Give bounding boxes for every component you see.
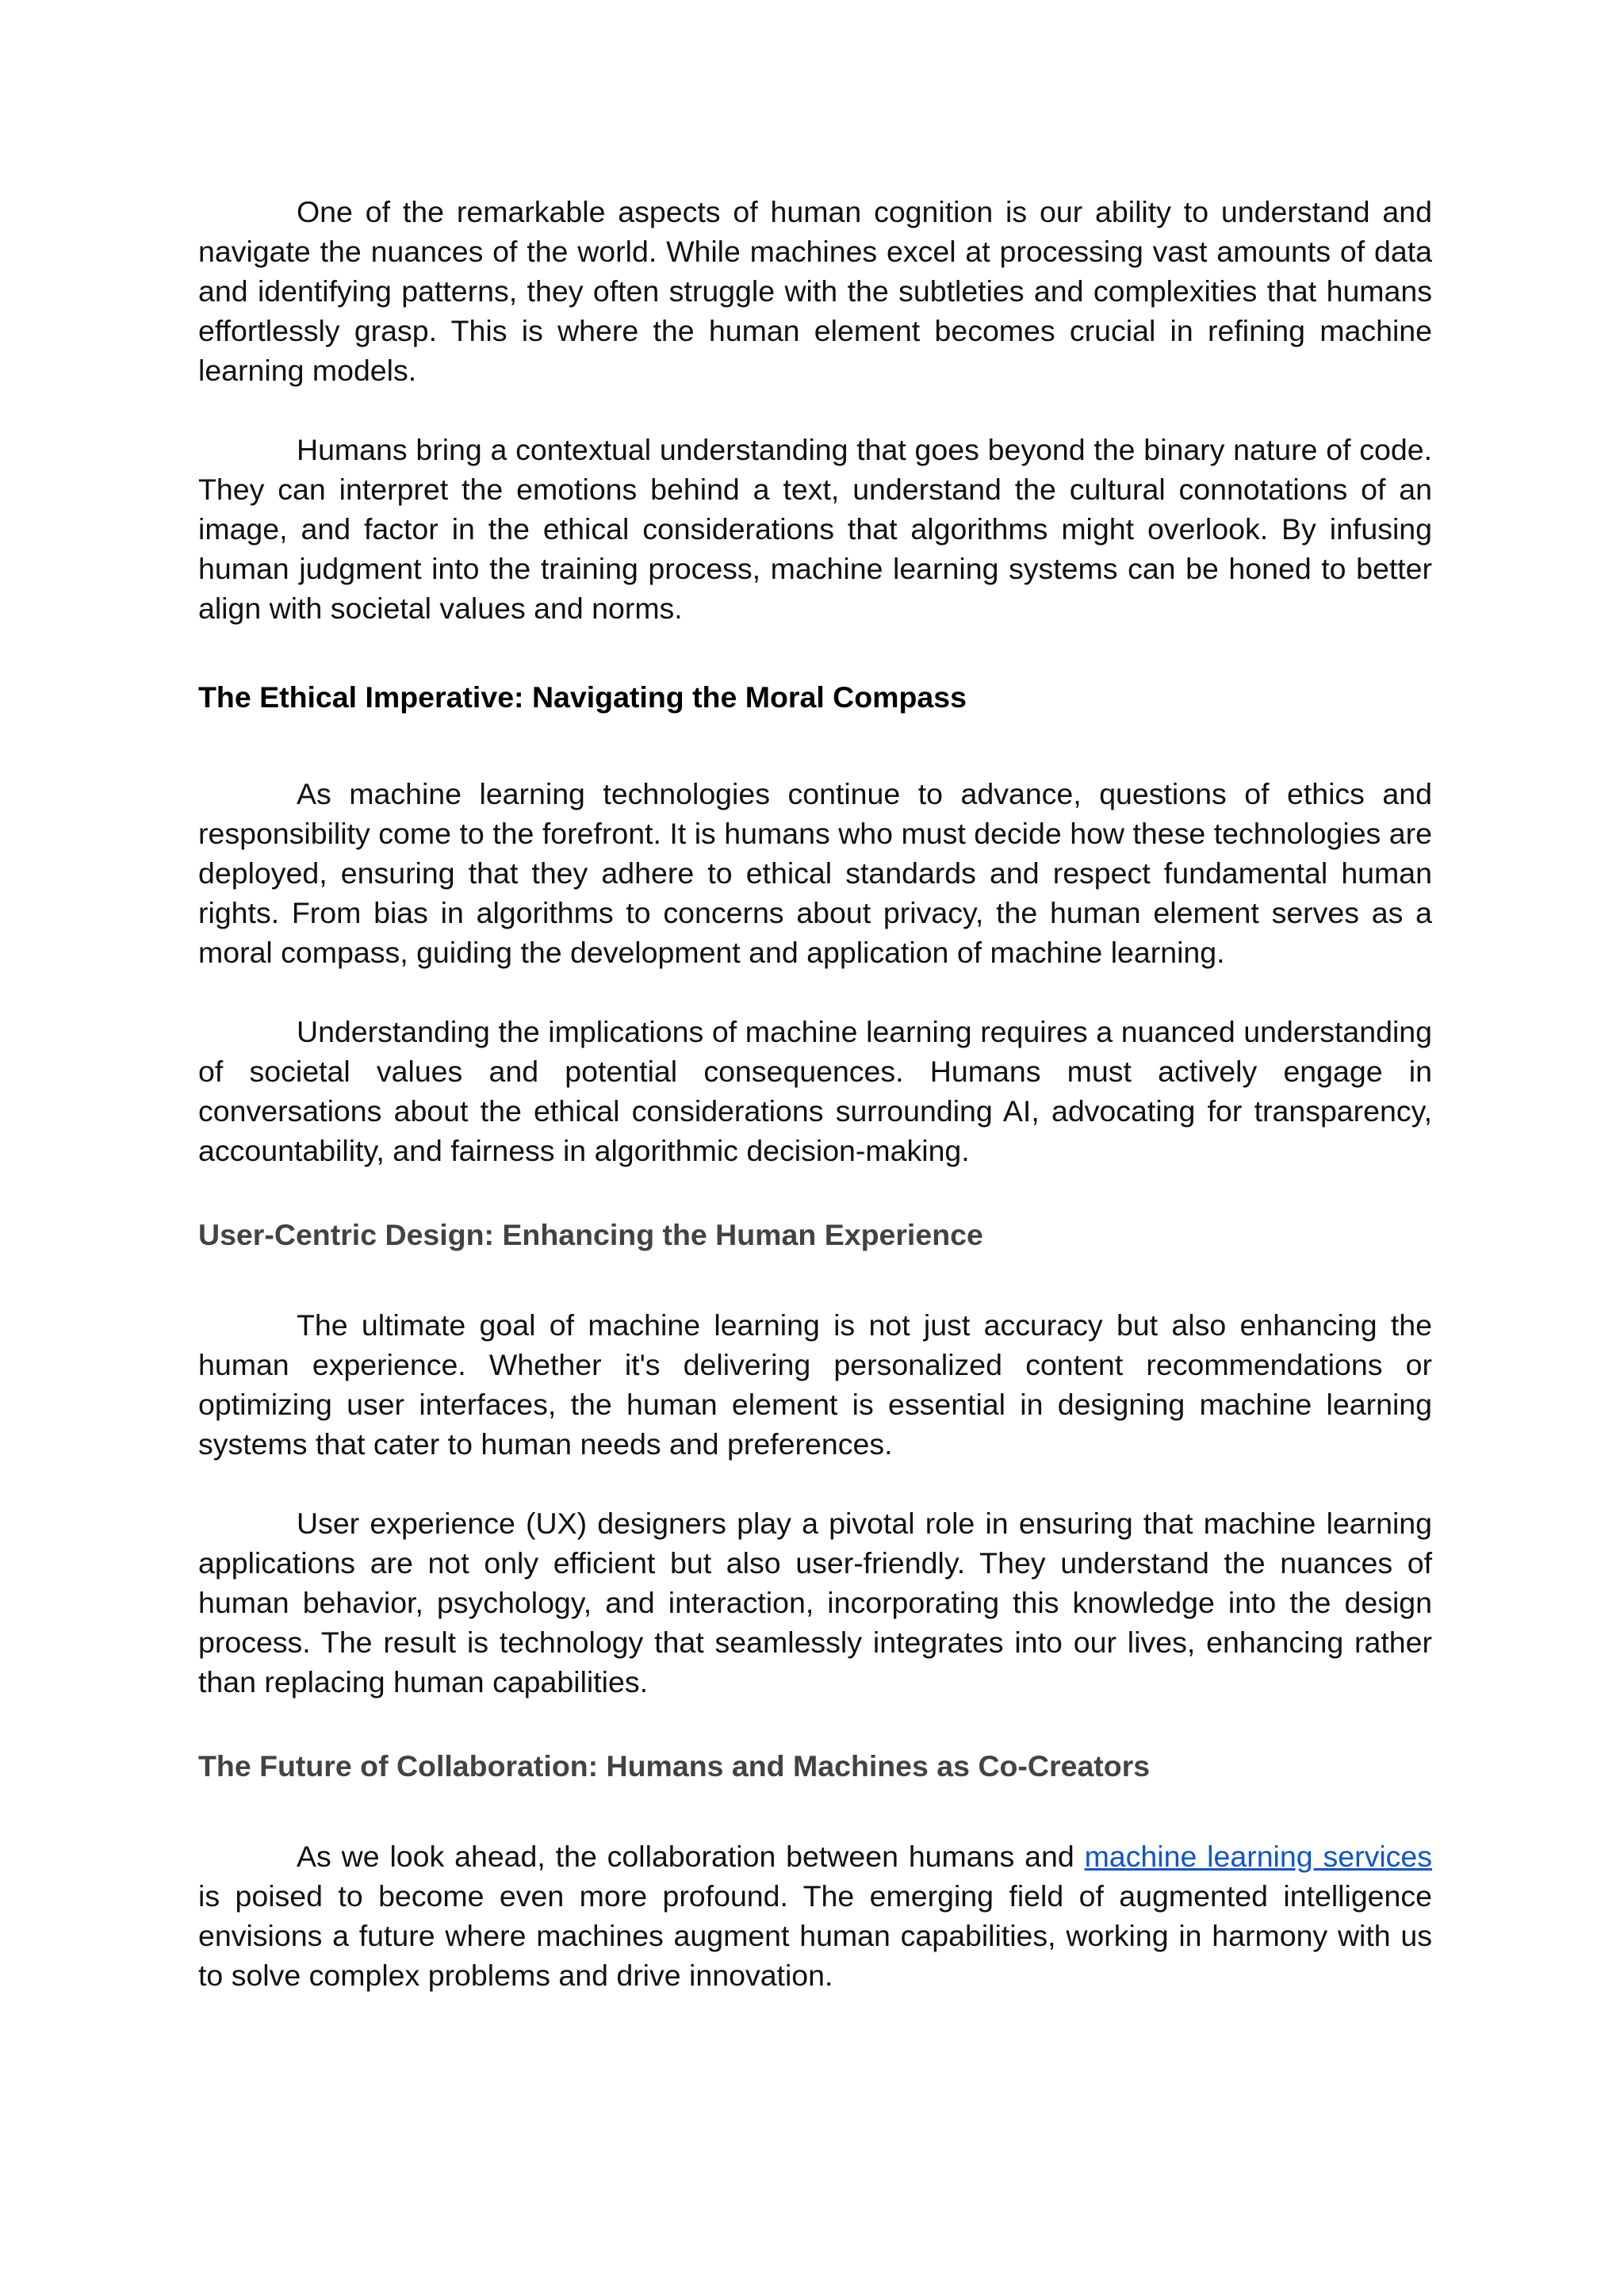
ethical-paragraph-1: As machine learning technologies continue to advance, questions of ethics and responsibility come to the forefront. It is humans who must decide how these technologies are deployed, ensuring that they adhere to ethical standards and respect fundamental human rights. From bias in algorithms to concerns about privacy, the human element serves as a moral compass, guiding the development and application of machine learning.	[198, 777, 1432, 969]
heading-spacer	[198, 628, 1432, 677]
future-text-before-link: As we look ahead, the collaboration between humans and	[297, 1840, 1085, 1873]
ethical-paragraph-2: Understanding the implications of machine learning requires a nuanced understanding of societal values and potential consequences. Humans must actively engage in conversations about the ethical considerations surrounding AI, advocating for transparency, accountability, and fairness in algorithmic decision-making.	[198, 1015, 1432, 1167]
intro-paragraph-1: One of the remarkable aspects of human cognition is our ability to understand and navigate the nuances of the world. While machines excel at processing vast amounts of data and identifying patterns, they often struggle with the subtleties and complexities that humans effortlessly grasp. This is where the human element becomes crucial in refining machine learning models.	[198, 195, 1432, 387]
user-centric-heading: User-Centric Design: Enhancing the Human Experience	[198, 1218, 983, 1251]
document-page	[198, 192, 1432, 1995]
future-paragraph	[198, 1836, 1432, 1995]
future-heading: The Future of Collaboration: Humans and Machines as Co-Creators	[198, 1749, 1151, 1783]
paragraph-spacer	[198, 972, 1432, 1012]
heading-spacer	[198, 1786, 1432, 1836]
intro-paragraph-2: Humans bring a contextual understanding that goes beyond the binary nature of code. They can interpret the emotions behind a text, understand the cultural connotations of an image, and factor in the ethical considerations that algorithms might overlook. By infusing human judgment into the training process, machine learning systems can be honed to better align with societal values and norms.	[198, 433, 1432, 625]
future-text-after-link: is poised to become even more profound. The emerging field of augmented intelligence envisions a future where machines augment human capabilities, working in harmony with us to solve complex problems and drive innovation.	[198, 1879, 1432, 1992]
machine-learning-services-link[interactable]: machine learning services	[1084, 1840, 1433, 1873]
paragraph-spacer	[198, 390, 1432, 430]
paragraph-spacer	[198, 1464, 1432, 1503]
heading-spacer	[198, 1254, 1432, 1305]
user-centric-paragraph-2: User experience (UX) designers play a pivotal role in ensuring that machine learning applications are not only efficient but also user-friendly. They understand the nuances of human behavior, psychology, and interaction, incorporating this knowledge into the design process. The result is technology that seamlessly integrates into our lives, enhancing rather than replacing human capabilities.	[198, 1507, 1432, 1698]
user-centric-paragraph-1: The ultimate goal of machine learning is not just accuracy but also enhancing the human experience. Whether it's delivering personalized content recommendations or optimizing user interfaces, the human element is essential in designing machine learning systems that cater to human needs and preferences.	[198, 1308, 1432, 1461]
ethical-heading: The Ethical Imperative: Navigating the Moral Compass	[198, 680, 967, 714]
heading-spacer	[198, 717, 1432, 774]
heading-spacer	[198, 1702, 1432, 1746]
heading-spacer	[198, 1170, 1432, 1215]
